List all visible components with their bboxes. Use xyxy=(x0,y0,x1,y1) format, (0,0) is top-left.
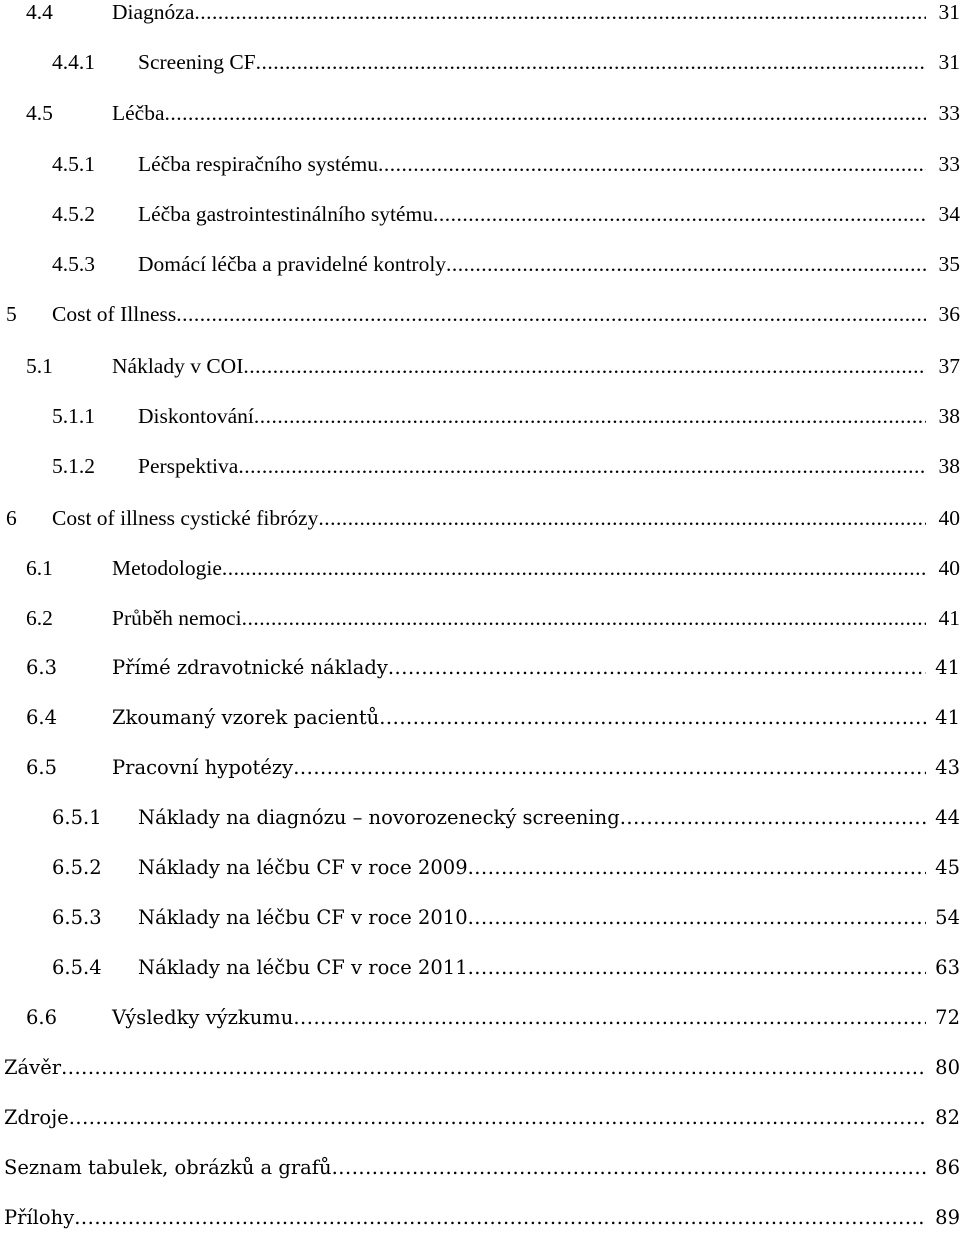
toc-entry-number: 4.5.2 xyxy=(52,202,95,227)
toc-entry[interactable] xyxy=(0,1156,960,1196)
toc-entry-page-number: 43 xyxy=(935,756,960,779)
toc-entry-number: 6.2 xyxy=(26,606,53,631)
toc-entry-page-number: 33 xyxy=(939,152,960,177)
dot-leader xyxy=(74,1206,926,1229)
toc-entry[interactable] xyxy=(0,1056,960,1096)
dot-leader xyxy=(468,856,926,879)
toc-entry[interactable] xyxy=(0,302,960,342)
toc-entry[interactable] xyxy=(0,152,960,192)
dot-leader xyxy=(318,506,926,531)
toc-entry-page-number: 44 xyxy=(935,806,960,829)
toc-entry-page-number: 36 xyxy=(939,302,960,327)
toc-entry-title: Metodologie xyxy=(112,556,222,581)
toc-entry-title: Léčba gastrointestinálního sytému xyxy=(138,202,433,227)
toc-entry-number: 4.5 xyxy=(26,101,53,126)
toc-entry-title: Léčba xyxy=(112,101,165,126)
dot-leader xyxy=(378,152,926,177)
toc-entry-number: 6.5.1 xyxy=(52,806,102,829)
toc-entry-title: Výsledky výzkumu xyxy=(112,1006,293,1029)
toc-entry-title: Screening CF xyxy=(138,50,256,75)
dot-leader xyxy=(446,252,926,277)
dot-leader xyxy=(388,656,926,679)
toc-entry-page-number: 41 xyxy=(935,656,960,679)
dot-leader xyxy=(433,202,926,227)
toc-entry-page-number: 31 xyxy=(939,50,960,75)
dot-leader xyxy=(468,956,926,979)
toc-entry-title: Domácí léčba a pravidelné kontroly xyxy=(138,252,446,277)
toc-entry-number: 5.1.1 xyxy=(52,404,95,429)
dot-leader xyxy=(69,1106,926,1129)
toc-entry[interactable] xyxy=(0,1106,960,1146)
toc-entry-page-number: 72 xyxy=(935,1006,960,1029)
toc-entry[interactable] xyxy=(0,756,960,796)
toc-entry[interactable] xyxy=(0,906,960,946)
toc-entry[interactable] xyxy=(0,1206,960,1246)
toc-entry-page-number: 80 xyxy=(935,1056,960,1079)
toc-entry-number: 5 xyxy=(6,302,17,327)
dot-leader xyxy=(238,454,926,479)
toc-entry-number: 6.1 xyxy=(26,556,53,581)
toc-entry-title: Léčba respiračního systému xyxy=(138,152,378,177)
toc-entry-title: Náklady na diagnózu – novorozenecký screening xyxy=(138,806,620,829)
toc-entry[interactable] xyxy=(0,506,960,546)
toc-entry-page-number: 40 xyxy=(939,506,960,531)
dot-leader xyxy=(256,50,926,75)
toc-entry-page-number: 31 xyxy=(939,0,960,25)
toc-entry-title: Závěr xyxy=(4,1056,61,1079)
toc-entry-page-number: 82 xyxy=(935,1106,960,1129)
toc-entry-title: Zdroje xyxy=(4,1106,69,1129)
toc-entry[interactable] xyxy=(0,606,960,646)
toc-entry-number: 6.5.3 xyxy=(52,906,102,929)
toc-entry-title: Přímé zdravotnické náklady xyxy=(112,656,388,679)
toc-entry-page-number: 37 xyxy=(939,354,960,379)
toc-entry[interactable] xyxy=(0,0,960,40)
toc-entry-title: Cost of Illness xyxy=(52,302,176,327)
toc-entry[interactable] xyxy=(0,50,960,90)
dot-leader xyxy=(242,606,926,631)
dot-leader xyxy=(620,806,926,829)
toc-entry-number: 6.5 xyxy=(26,756,57,779)
toc-entry-page-number: 33 xyxy=(939,101,960,126)
toc-entry-title: Diskontování xyxy=(138,404,254,429)
toc-entry-title: Náklady v COI xyxy=(112,354,243,379)
toc-entry-number: 4.5.3 xyxy=(52,252,95,277)
toc-entry-title: Náklady na léčbu CF v roce 2011 xyxy=(138,956,468,979)
toc-entry-number: 6.3 xyxy=(26,656,57,679)
toc-entry[interactable] xyxy=(0,956,960,996)
toc-entry-title: Cost of illness cystické fibrózy xyxy=(52,506,318,531)
dot-leader xyxy=(254,404,926,429)
toc-entry-title: Seznam tabulek, obrázků a grafů xyxy=(4,1156,332,1179)
dot-leader xyxy=(222,556,926,581)
toc-entry-number: 6 xyxy=(6,506,17,531)
dot-leader xyxy=(165,101,926,126)
toc-entry[interactable] xyxy=(0,454,960,494)
toc-entry-page-number: 35 xyxy=(939,252,960,277)
dot-leader xyxy=(61,1056,926,1079)
dot-leader xyxy=(243,354,926,379)
toc-entry-page-number: 34 xyxy=(939,202,960,227)
toc-entry-number: 4.4.1 xyxy=(52,50,95,75)
toc-entry[interactable] xyxy=(0,856,960,896)
toc-entry-number: 6.5.4 xyxy=(52,956,102,979)
toc-entry-page-number: 45 xyxy=(935,856,960,879)
toc-entry-number: 4.5.1 xyxy=(52,152,95,177)
toc-entry-page-number: 86 xyxy=(935,1156,960,1179)
toc-entry-title: Náklady na léčbu CF v roce 2010 xyxy=(138,906,468,929)
toc-entry-page-number: 41 xyxy=(939,606,960,631)
toc-entry-page-number: 89 xyxy=(935,1206,960,1229)
toc-entry[interactable] xyxy=(0,1006,960,1046)
toc-entry[interactable] xyxy=(0,806,960,846)
toc-entry-page-number: 54 xyxy=(935,906,960,929)
toc-entry[interactable] xyxy=(0,404,960,444)
toc-entry-title: Perspektiva xyxy=(138,454,238,479)
toc-entry[interactable] xyxy=(0,202,960,242)
toc-entry-number: 5.1 xyxy=(26,354,53,379)
toc-entry[interactable] xyxy=(0,252,960,292)
toc-entry-title: Diagnóza xyxy=(112,0,194,25)
toc-entry-page-number: 40 xyxy=(939,556,960,581)
toc-entry-page-number: 38 xyxy=(939,404,960,429)
toc-entry[interactable] xyxy=(0,706,960,746)
dot-leader xyxy=(176,302,926,327)
toc-entry-title: Přílohy xyxy=(4,1206,74,1229)
toc-entry-number: 5.1.2 xyxy=(52,454,95,479)
dot-leader xyxy=(293,1006,926,1029)
toc-entry[interactable] xyxy=(0,656,960,696)
toc-entry-number: 6.4 xyxy=(26,706,57,729)
toc-entry-page-number: 63 xyxy=(935,956,960,979)
dot-leader xyxy=(194,0,926,25)
toc-entry-title: Průběh nemoci xyxy=(112,606,242,631)
toc-entry-page-number: 41 xyxy=(935,706,960,729)
toc-entry-number: 4.4 xyxy=(26,0,53,25)
toc-entry-number: 6.6 xyxy=(26,1006,57,1029)
toc-entry-title: Zkoumaný vzorek pacientů xyxy=(112,706,379,729)
dot-leader xyxy=(379,706,926,729)
toc-entry-title: Pracovní hypotézy xyxy=(112,756,293,779)
toc-entry-title: Náklady na léčbu CF v roce 2009 xyxy=(138,856,468,879)
toc-entry[interactable] xyxy=(0,354,960,394)
dot-leader xyxy=(332,1156,926,1179)
toc-entry-page-number: 38 xyxy=(939,454,960,479)
dot-leader xyxy=(468,906,926,929)
toc-entry[interactable] xyxy=(0,556,960,596)
toc-entry-number: 6.5.2 xyxy=(52,856,102,879)
toc-entry[interactable] xyxy=(0,101,960,141)
dot-leader xyxy=(293,756,926,779)
